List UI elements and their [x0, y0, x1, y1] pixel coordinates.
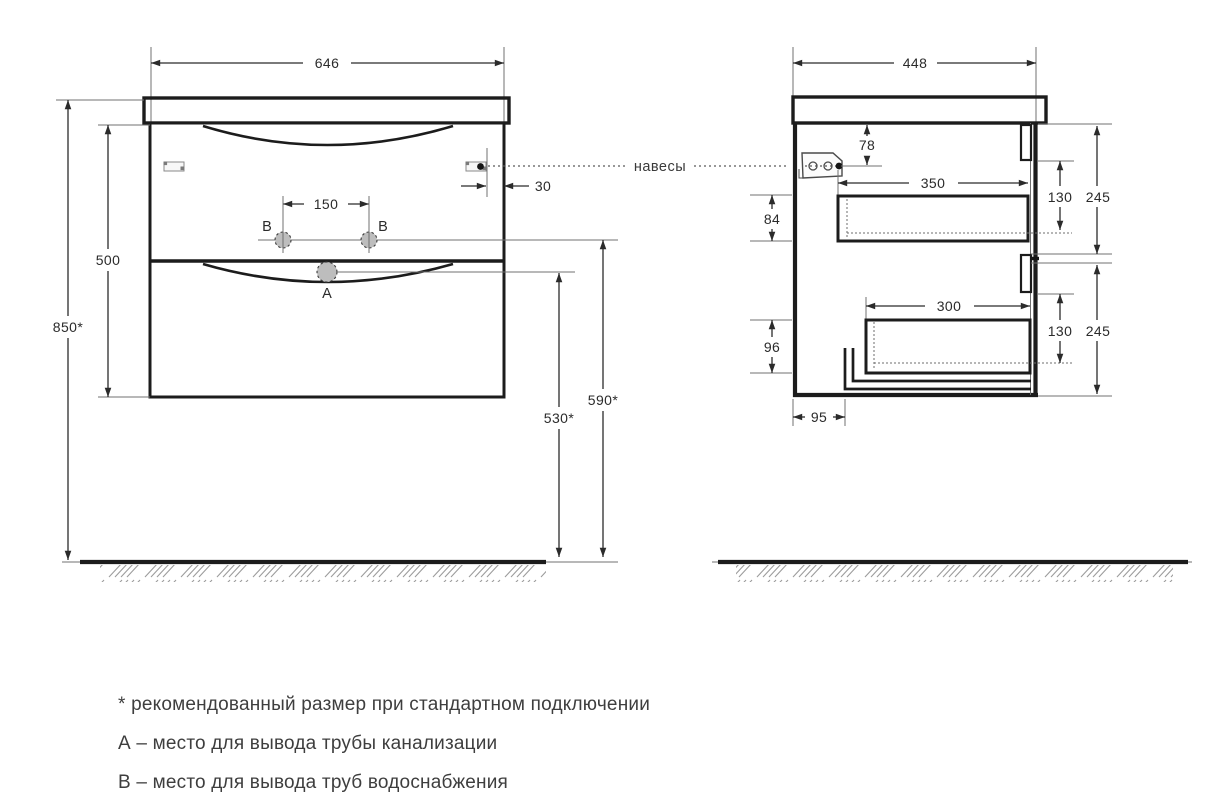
point-b-left-label: В [262, 219, 272, 235]
side-dim-hanger-drop [859, 125, 875, 165]
front-dim-supply-height [588, 240, 619, 557]
side-dim-depth [793, 47, 1036, 122]
dim-label-drawer1-front: 245 [1085, 189, 1111, 205]
legend-point-a: А – место для вывода трубы канализации [118, 733, 498, 754]
drawer2-box [866, 320, 1030, 373]
side-dim-drawer2-front-inner [1048, 294, 1073, 363]
drawer1-front-section [1021, 125, 1031, 160]
dim-label-tap-spacing: 150 [313, 196, 339, 212]
hanger-screw [181, 167, 185, 171]
side-dim-drawer1-front-inner [1048, 161, 1073, 230]
front-dim-width [151, 47, 504, 122]
dim-label-hanger-drop: 78 [858, 137, 876, 153]
point-a [317, 262, 337, 282]
front-dim-mount-height [53, 100, 144, 560]
countertop-side [793, 97, 1046, 123]
hangers-callout-label: навесы [633, 159, 687, 175]
dim-label-hanger-offset: 30 [534, 178, 552, 194]
dim-label-width: 646 [314, 55, 340, 71]
legend [118, 685, 650, 802]
floor-right [712, 562, 1192, 582]
legend-note: * рекомендованный размер при стандартном подключении [118, 694, 651, 715]
hanger-screw [164, 162, 168, 166]
hanger-right [466, 162, 487, 172]
side-dim-drawer2-depth [866, 297, 1030, 319]
floor-hatching [100, 565, 546, 582]
dim-label-height: 500 [95, 252, 121, 268]
dim-label-mount-height: 850* [52, 319, 84, 335]
side-view [712, 47, 1192, 582]
front-view [53, 47, 619, 582]
dim-label-drawer1-depth: 350 [920, 175, 946, 191]
dim-label-drawer1-height: 84 [763, 211, 781, 227]
drawer1-box [838, 196, 1028, 241]
front-dim-height [96, 125, 150, 397]
hanger-left [164, 162, 185, 172]
point-b-right-label: В [378, 219, 388, 235]
hanger-bracket-side [799, 153, 882, 178]
dim-label-drawer2-depth: 300 [936, 298, 962, 314]
dim-label-drawer2-front: 245 [1085, 323, 1111, 339]
side-dim-drawer2-height [750, 320, 792, 373]
side-dim-drawer2-front [1086, 265, 1111, 394]
side-dim-drawer1-front [1086, 126, 1111, 254]
hanger-screw [466, 162, 470, 166]
dim-label-drawer2-height: 96 [763, 339, 781, 355]
floor-left [62, 562, 618, 582]
point-a-label: А [322, 286, 332, 302]
side-dim-drawer1-depth [838, 170, 1028, 197]
dim-label-drawer2-front-inner: 130 [1047, 323, 1073, 339]
legend-point-b: В – место для вывода труб водоснабжения [118, 772, 509, 793]
drawer2-front-section [1021, 255, 1031, 292]
dim-label-depth: 448 [902, 55, 928, 71]
dim-label-drawer1-front-inner: 130 [1047, 189, 1073, 205]
hanger-point [477, 163, 484, 170]
dim-label-supply-height: 590* [587, 392, 619, 408]
countertop-front [144, 98, 509, 123]
floor-hatching [736, 565, 1173, 582]
dim-label-siphon-offset: 95 [810, 409, 828, 425]
front-dim-drain-height [544, 273, 575, 557]
side-dim-siphon-offset [793, 399, 845, 426]
dim-label-drain-height: 530* [543, 410, 575, 426]
side-dim-drawer1-height [750, 195, 792, 241]
hangers-callout [488, 159, 788, 175]
